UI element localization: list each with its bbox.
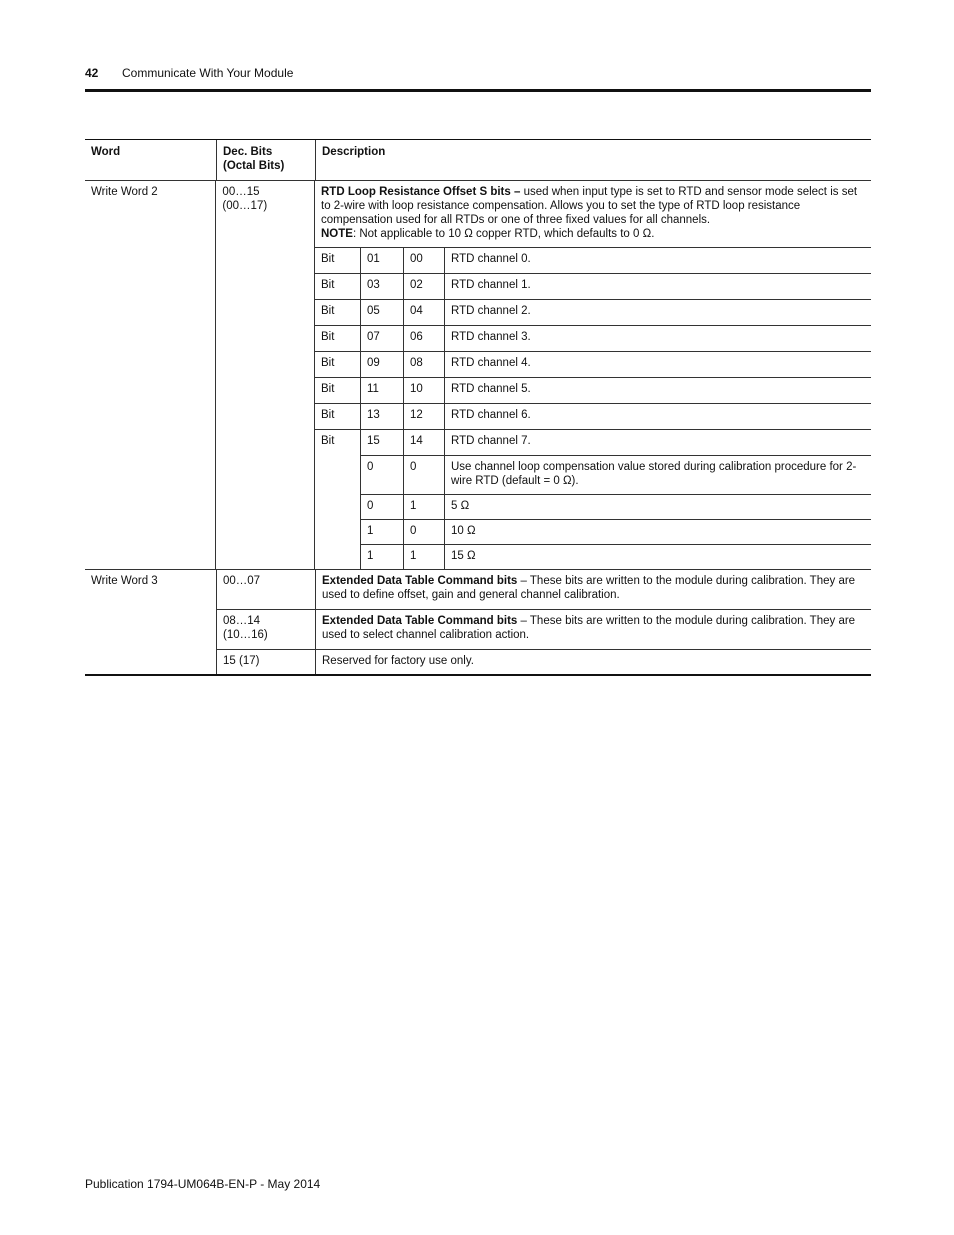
bit-low: 12 <box>403 404 444 429</box>
column-header-description: Description <box>315 140 871 180</box>
value-low: 1 <box>403 544 444 569</box>
column-header-word: Word <box>91 146 121 158</box>
bit-high: 11 <box>360 378 403 403</box>
description-cell <box>315 570 871 609</box>
bit-description: RTD channel 3. <box>444 326 871 351</box>
bit-high: 13 <box>360 404 403 429</box>
value-description: Use channel loop compensation value stored during calibration procedure for 2-wire RTD (default = 0 Ω). <box>444 455 871 494</box>
value-row <box>315 544 871 569</box>
word-3-row <box>216 649 871 674</box>
bits-dec: 15 (17) <box>223 655 260 667</box>
value-row <box>315 494 871 519</box>
note-text: : Not applicable to 10 Ω copper RTD, which defaults to 0 Ω. <box>352 228 655 240</box>
bit-description: RTD channel 5. <box>444 378 871 403</box>
empty-cell <box>315 519 360 544</box>
bit-low: 14 <box>403 430 444 455</box>
empty-cell <box>315 494 360 519</box>
bits-cell <box>216 610 315 649</box>
bit-high: 05 <box>360 300 403 325</box>
bit-low: 02 <box>403 274 444 299</box>
bit-row <box>315 377 871 403</box>
bit-description: RTD channel 7. <box>444 430 871 455</box>
bits-cell <box>216 650 315 674</box>
bit-row <box>315 325 871 351</box>
value-high: 0 <box>360 494 403 519</box>
bits-dec: 08…14 <box>223 615 261 627</box>
bits-dec: 00…15 <box>222 186 260 198</box>
section-title: Communicate With Your Module <box>122 66 294 80</box>
bit-row <box>315 273 871 299</box>
column-header-bits <box>216 140 315 180</box>
bit-description: RTD channel 6. <box>444 404 871 429</box>
bit-high: 01 <box>360 248 403 273</box>
bit-low: 06 <box>403 326 444 351</box>
bit-type: Bit <box>321 331 335 343</box>
bit-high: 07 <box>360 326 403 351</box>
empty-cell <box>315 455 360 494</box>
bit-description: RTD channel 1. <box>444 274 871 299</box>
bit-type: Bit <box>321 253 335 265</box>
write-word-2-block <box>85 180 871 569</box>
word-cell: Write Word 2 <box>91 186 158 198</box>
bits-cell <box>216 570 315 609</box>
value-description: 10 Ω <box>444 519 871 544</box>
bits-octal: (10…16) <box>223 629 268 641</box>
word-3-rows <box>216 570 871 674</box>
description-title: RTD Loop Resistance Offset S bits – <box>321 186 521 198</box>
bits-dec: 00…07 <box>223 575 261 587</box>
bit-type: Bit <box>321 435 335 447</box>
empty-cell <box>315 544 360 569</box>
bit-type: Bit <box>321 383 335 395</box>
value-description: 15 Ω <box>444 544 871 569</box>
bit-low: 04 <box>403 300 444 325</box>
word-3-row <box>216 609 871 649</box>
bit-row <box>315 351 871 377</box>
write-word-3-block <box>85 569 871 674</box>
page-number: 42 <box>85 66 99 80</box>
value-low: 0 <box>403 455 444 494</box>
description-title: Extended Data Table Command bits <box>322 615 518 627</box>
word-3-row <box>216 570 871 609</box>
bit-row <box>315 299 871 325</box>
description-cell <box>315 610 871 649</box>
bit-high: 03 <box>360 274 403 299</box>
bit-type: Bit <box>321 357 335 369</box>
description-text: used when input type is set to RTD and sensor mode select is set to 2-wire with loop resistance compensation. Allows you to set the type of RTD loop resistance compensation used for all RTDs or one of three fixed values for all channels. <box>321 186 858 226</box>
description-text: Reserved for factory use only. <box>322 655 474 667</box>
bit-type: Bit <box>321 279 335 291</box>
value-row <box>315 519 871 544</box>
bit-description: RTD channel 4. <box>444 352 871 377</box>
bit-type: Bit <box>321 305 335 317</box>
table-header-row <box>85 140 871 180</box>
bit-high: 09 <box>360 352 403 377</box>
bits-cell <box>215 181 314 569</box>
description-title: Extended Data Table Command bits <box>322 575 518 587</box>
bit-low: 00 <box>403 248 444 273</box>
note-label: NOTE <box>321 228 353 240</box>
bit-description: RTD channel 0. <box>444 248 871 273</box>
description-cell <box>315 650 871 674</box>
value-high: 1 <box>360 544 403 569</box>
description-text: – These bits are written to the module during calibration. They are used to select channel calibration action. <box>322 615 856 641</box>
bit-low: 10 <box>403 378 444 403</box>
bit-low: 08 <box>403 352 444 377</box>
value-description: 5 Ω <box>444 494 871 519</box>
bit-description: RTD channel 2. <box>444 300 871 325</box>
value-row <box>315 455 871 494</box>
publication-footer: Publication 1794-UM064B-EN-P - May 2014 <box>85 1177 321 1191</box>
value-low: 1 <box>403 494 444 519</box>
column-header-dec-bits: Dec. Bits <box>223 146 273 158</box>
column-header-octal-bits: (Octal Bits) <box>223 160 285 172</box>
word-cell: Write Word 3 <box>91 575 158 587</box>
value-high: 0 <box>360 455 403 494</box>
value-low: 0 <box>403 519 444 544</box>
write-words-table <box>85 139 871 676</box>
bit-row <box>315 403 871 429</box>
description-text: – These bits are written to the module during calibration. They are used to define offset, gain and general channel calibration. <box>322 575 856 601</box>
bit-row <box>315 429 871 455</box>
bits-octal: (00…17) <box>222 200 268 212</box>
bit-high: 15 <box>360 430 403 455</box>
description-cell <box>314 181 871 569</box>
value-high: 1 <box>360 519 403 544</box>
bit-row <box>315 247 871 273</box>
header-rule <box>85 89 871 92</box>
bit-type: Bit <box>321 409 335 421</box>
word-2-description <box>315 181 871 247</box>
